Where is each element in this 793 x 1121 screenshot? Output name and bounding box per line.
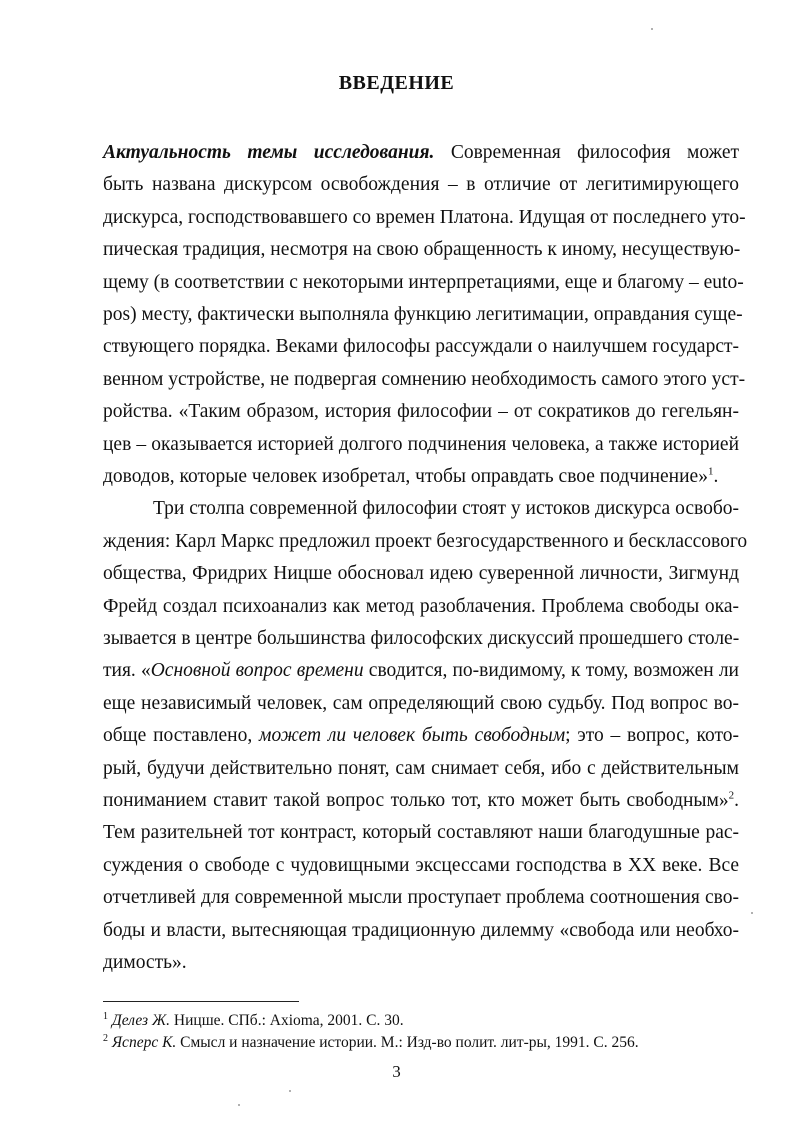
text-line [103, 238, 739, 262]
text-run: ждения: Карл Маркс предложил проект безгосударственного и бесклассового [103, 530, 748, 552]
scan-speck [751, 912, 753, 914]
footnote-separator [103, 1001, 299, 1002]
text-run: Ницше. СПб.: Axioma, 2001. С. 30. [170, 1012, 404, 1029]
text-run: Основной вопрос времени [150, 660, 364, 682]
text-line [103, 562, 739, 586]
text-line [103, 368, 746, 392]
text-run: Современная философия может [434, 142, 739, 163]
text-line [103, 886, 739, 910]
text-run: . [713, 466, 719, 487]
text-line [103, 335, 739, 359]
text-run: боды и власти, вытесняющая традиционную дилемму «свобода или необхо- [103, 919, 739, 941]
text-line [103, 400, 739, 424]
text-run: Актуальность темы исследования. [103, 142, 435, 163]
text-line [103, 757, 739, 781]
text-line [103, 821, 739, 845]
text-run: тия. « [103, 660, 151, 682]
text-line [103, 141, 739, 165]
footnote-line [103, 1033, 639, 1053]
scan-speck [651, 28, 653, 30]
section-title: ВВЕДЕНИЕ [338, 72, 455, 94]
text-run: дискурса, господствовавшего со времен Платона. Идущая от последнего уто- [103, 206, 746, 228]
text-line [103, 854, 739, 878]
text-run: быть названа дискурсом освобождения – в отличие от легитимирующего [103, 174, 739, 196]
text-line [103, 692, 739, 716]
footnote-marker: 2 [728, 789, 735, 802]
text-line [103, 271, 744, 295]
text-run: пическая традиция, несмотря на свою обращенность к иному, несуществую- [103, 239, 741, 261]
text-run: Ясперс К. [111, 1034, 177, 1051]
text-run: еще независимый человек, сам определяющий свою судьбу. Под вопрос во- [103, 692, 739, 714]
text-line [103, 465, 739, 489]
text-run: Смысл и назначение истории. М.: Изд-во полит. лит-ры, 1991. С. 256. [176, 1034, 639, 1051]
text-line [103, 206, 746, 230]
scan-speck [238, 1104, 240, 1106]
footnote-marker: 2 [103, 1032, 108, 1044]
text-run: Три столпа современной философии стоят у истоков дискурса освобо- [153, 498, 739, 520]
text-run: зывается в центре большинства философских дискуссий прошедшего столе- [103, 628, 740, 649]
text-run: доводов, которые человек изобретал, чтобы оправдать свое подчинение» [103, 466, 708, 487]
text-run: щему (в соответствии с некоторыми интерпретациями, еще и благому – eutо- [103, 271, 744, 293]
text-run: пониманием ставит такой вопрос только тот, кто может быть свободным» [103, 790, 729, 811]
text-run: димость». [103, 952, 187, 973]
text-line [103, 433, 739, 457]
page-number: 3 [392, 1062, 401, 1081]
text-line [103, 627, 739, 651]
scan-speck [289, 1090, 291, 1092]
text-run: сводится, по-видимому, к тому, возможен ли [363, 660, 739, 682]
text-run: pos) месту, фактически выполняла функцию легитимации, оправдания суще- [103, 304, 743, 325]
text-line [103, 724, 739, 748]
text-run: Фрейд создал психоанализ как метод разоблачения. Проблема свободы ока- [103, 595, 739, 617]
text-line [103, 303, 743, 327]
text-line [103, 173, 739, 197]
text-line [103, 951, 739, 975]
text-run: отчетливей для современной мысли проступает проблема соотношения сво- [103, 887, 739, 909]
text-run: общества, Фридрих Ницше обосновал идею суверенной личности, Зигмунд [103, 563, 739, 585]
footnote-marker: 1 [103, 1010, 108, 1022]
text-run: Тем разительней тот контраст, который составляют наши благодушные рас- [103, 822, 739, 844]
text-run: ; это – вопрос, кото- [565, 725, 740, 747]
text-run: рый, будучи действительно понят, сам снимает себя, ибо с действительным [103, 757, 739, 779]
text-line [103, 530, 748, 554]
text-run: ствующего порядка. Веками философы рассуждали о наилучшем государст- [103, 336, 739, 358]
text-line [153, 497, 739, 521]
text-run: ройства. «Таким образом, история философии – от сократиков до гегельян- [103, 401, 739, 423]
text-run: Делез Ж. [111, 1012, 171, 1029]
text-run: может ли человек быть свободным [259, 725, 566, 747]
text-run: обще поставлено, [103, 725, 260, 747]
text-run: венном устройстве, не подвергая сомнению необходимость самого этого уст- [103, 368, 746, 390]
text-run: суждения о свободе с чудовищными эксцессами господства в XX веке. Все [103, 854, 739, 876]
text-run: . [734, 790, 739, 811]
text-run: цев – оказывается историей долгого подчинения человека, а также историей [103, 433, 739, 455]
footnote-marker: 1 [707, 465, 714, 478]
text-line [103, 595, 739, 619]
text-line [103, 659, 739, 683]
footnote-line [103, 1011, 404, 1031]
text-line [103, 919, 739, 943]
text-line [103, 789, 739, 813]
